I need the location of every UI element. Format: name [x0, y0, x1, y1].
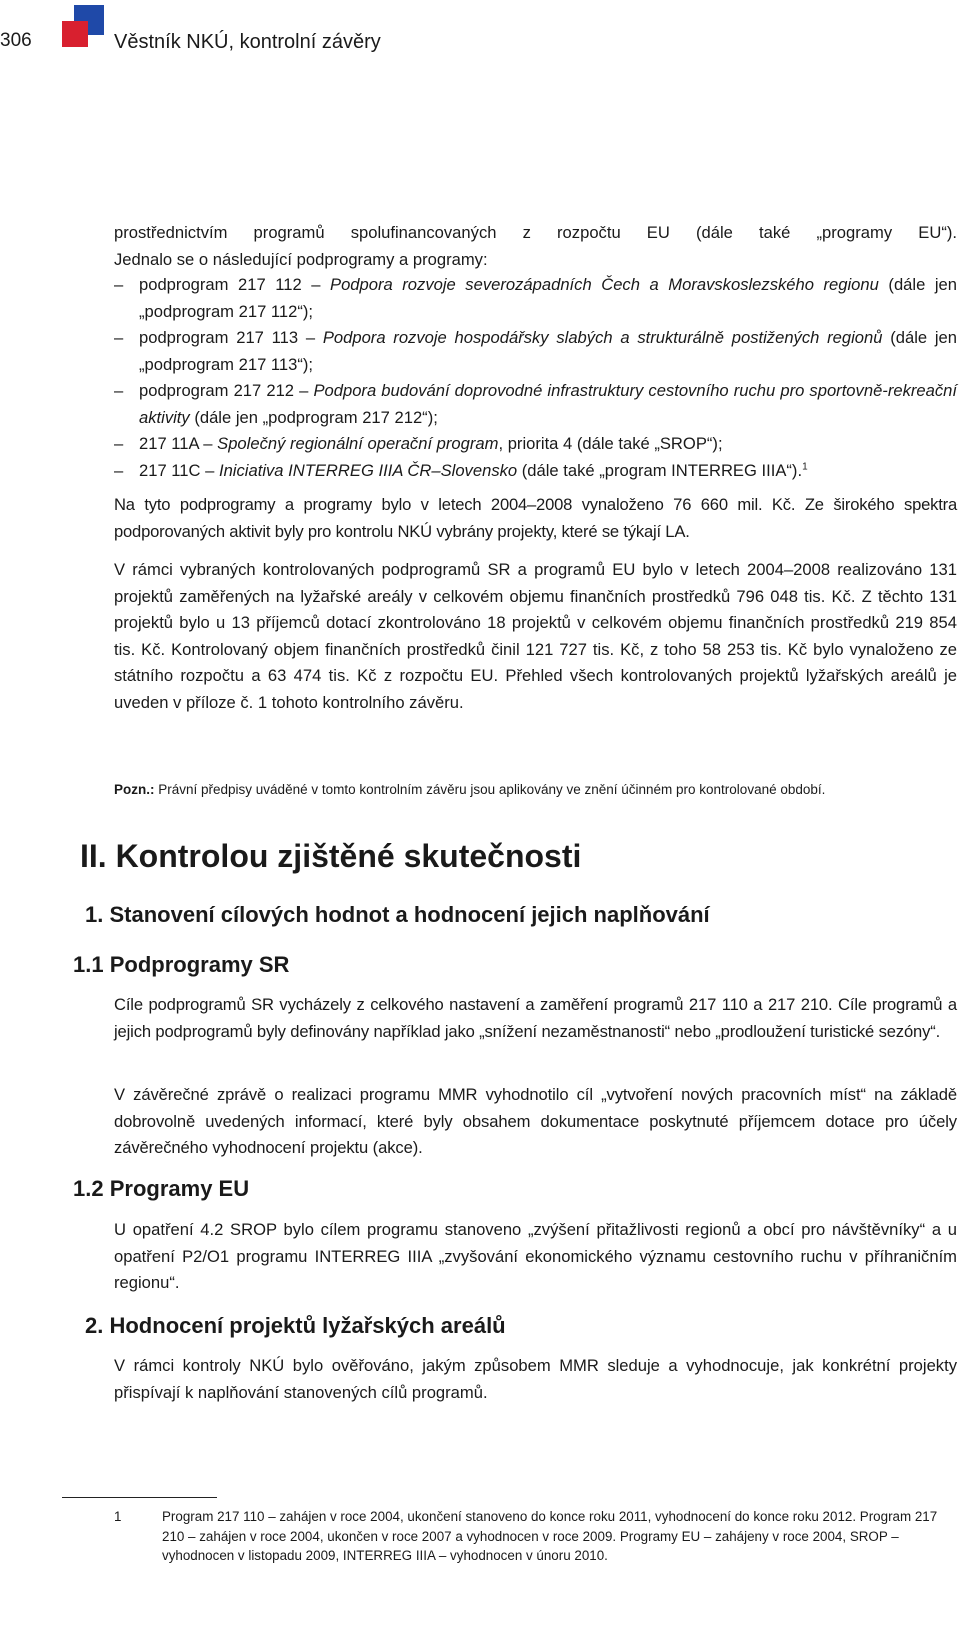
- subheading-title: Podprogramy SR: [109, 952, 290, 977]
- list-item: [114, 272, 957, 325]
- intro-line-1: prostřednictvím programů spolufinancovaných z rozpočtu EU (dále také „programy EU“).: [114, 223, 957, 242]
- subheading-title: Hodnocení projektů lyžařských areálů: [109, 1313, 506, 1338]
- subheading-1: [85, 902, 710, 928]
- program-name: Podpora rozvoje hospodářsky slabých a strukturálně postižených regionů: [322, 328, 883, 347]
- final-report-paragraph: V závěrečné zprávě o realizaci programu MMR vyhodnotilo cíl „vytvoření nových pracovních míst“ na základě dobrovolně uvedených informací, které byly obsahem dokumentace poskytnuté příjemcem dotace pro účely závěrečného vyhodnocení projektu (akce).: [114, 1085, 957, 1157]
- program-code: podprogram 217 212 –: [139, 381, 314, 400]
- footnote-text: Program 217 110 – zahájen v roce 2004, ukončení stanoveno do konce roku 2011, vyhodnocení do konce roku 2012. Program 217 210 – zahájen v roce 2004, ukončen v roce 2007 a vyhodnocen v roce 2009. Programy EU – zahájeny v roce 2004, SROP – vyhodnocen v listopadu 2009, INTERREG IIIA – vyhodnocen v únoru 2010.: [162, 1509, 938, 1563]
- program-list: [114, 272, 957, 484]
- footnote: [62, 1507, 957, 1566]
- list-dash: –: [114, 275, 124, 294]
- eu-goals-paragraph: U opatření 4.2 SROP bylo cílem programu stanoveno „zvýšení přitažlivosti regionů a obcí pro návštěvníky“ a u opatření P2/O1 programu INTERREG IIIA „zvyšování ekonomického významu cestovního ruchu v příhraničním regionu“.: [114, 1220, 957, 1292]
- nku-logo: [62, 5, 104, 47]
- subheading-title: Programy EU: [109, 1176, 250, 1201]
- program-tail: (dále také „program INTERREG IIIA“).: [517, 460, 803, 480]
- note-label: Pozn.:: [114, 782, 155, 797]
- program-tail: (dále jen „podprogram 217 212“);: [189, 407, 438, 427]
- subheading-number: 1.2: [73, 1176, 104, 1201]
- running-header-title: Věstník NKÚ, kontrolní závěry: [114, 31, 381, 53]
- program-code: podprogram 217 112 –: [139, 275, 330, 294]
- note-text: Právní předpisy uváděné v tomto kontrolním závěru jsou aplikovány ve znění účinném pro kontrolované období.: [154, 782, 826, 797]
- note: [114, 782, 825, 797]
- subheading-title: Stanovení cílových hodnot a hodnocení jejich naplňování: [109, 902, 710, 927]
- section-title: Kontrolou zjištěné skutečnosti: [115, 838, 582, 874]
- footnote-number: 1: [114, 1509, 122, 1524]
- list-item: [114, 325, 957, 378]
- logo-red-square: [62, 21, 88, 47]
- program-name: Podpora rozvoje severozápadních Čech a Moravskoslezského regionu: [330, 275, 879, 294]
- subheading-2: [85, 1313, 506, 1339]
- list-item: [114, 458, 957, 485]
- subheading-number: 1.: [85, 902, 104, 927]
- list-item: [114, 431, 957, 458]
- program-name: Iniciativa INTERREG IIIA ČR–Slovensko: [218, 460, 518, 480]
- list-dash: –: [114, 434, 124, 453]
- goals-paragraph: Cíle podprogramů SR vycházely z celkového nastavení a zaměření programů 217 110 a 217 210. Cíle programů a jejich podprogramů byly definovány například jako „snížení nezaměstnanosti“ nebo „prodloužení turistické sezóny“.: [114, 995, 957, 1041]
- footnote-ref[interactable]: 1: [802, 460, 808, 472]
- evaluation-paragraph: V rámci kontroly NKÚ bylo ověřováno, jakým způsobem MMR sleduje a vyhodnocuje, jak konkrétní projekty přispívají k naplňování stanovených cílů programů.: [114, 1356, 957, 1402]
- program-code: podprogram 217 113 –: [139, 328, 323, 347]
- list-dash: –: [114, 460, 124, 480]
- subheading-1-2: [73, 1176, 249, 1202]
- list-dash: –: [114, 328, 124, 347]
- program-code: 217 11C –: [139, 460, 219, 480]
- footnote-rule: [62, 1497, 217, 1498]
- program-tail: , priorita 4 (dále také „SROP“);: [498, 434, 723, 453]
- page-number: 306: [0, 30, 32, 51]
- projects-paragraph: V rámci vybraných kontrolovaných podprogramů SR a programů EU bylo v letech 2004–2008 realizováno 131 projektů zaměřených na lyžařské areály v celkovém objemu finančních prostředků 796 048 tis. Kč. Z těchto 131 projektů bylo u 13 příjemců dotací zkontrolováno 18 projektů v celkovém objemu finančních prostředků 219 854 tis. Kč. Kontrolovaný objem finančních prostředků činil 121 727 tis. Kč, z toho 58 253 tis. Kč bylo vynaloženo ze státního rozpočtu a 63 474 tis. Kč z rozpočtu EU. Přehled všech kontrolovaných projektů lyžařských areálů je uveden v příloze č. 1 tohoto kontrolního závěru.: [114, 560, 957, 712]
- intro-text: [114, 220, 957, 273]
- program-name: Společný regionální operační program: [217, 434, 499, 453]
- subheading-number: 2.: [85, 1313, 104, 1338]
- section-heading: [80, 838, 581, 875]
- subheading-number: 1.1: [73, 952, 104, 977]
- program-code: 217 11A –: [139, 434, 218, 453]
- list-item: [114, 378, 957, 431]
- intro-line-2: Jednalo se o následující podprogramy a programy:: [114, 249, 488, 269]
- section-number: II.: [80, 838, 107, 874]
- program-tail: (dále jen „podprogram 217 113“);: [139, 328, 958, 374]
- list-dash: –: [114, 381, 124, 400]
- program-name: Podpora budování doprovodné infrastruktury cestovního ruchu pro sportovně-rekreační aktivity: [139, 381, 957, 427]
- subheading-1-1: [73, 952, 289, 978]
- program-tail: (dále jen „podprogram 217 112“);: [139, 275, 957, 321]
- spending-paragraph: Na tyto podprogramy a programy bylo v letech 2004–2008 vynaloženo 76 660 mil. Kč. Ze širokého spektra podporovaných aktivit byly pro kontrolu NKÚ vybrány projekty, které se týkají LA.: [114, 495, 957, 541]
